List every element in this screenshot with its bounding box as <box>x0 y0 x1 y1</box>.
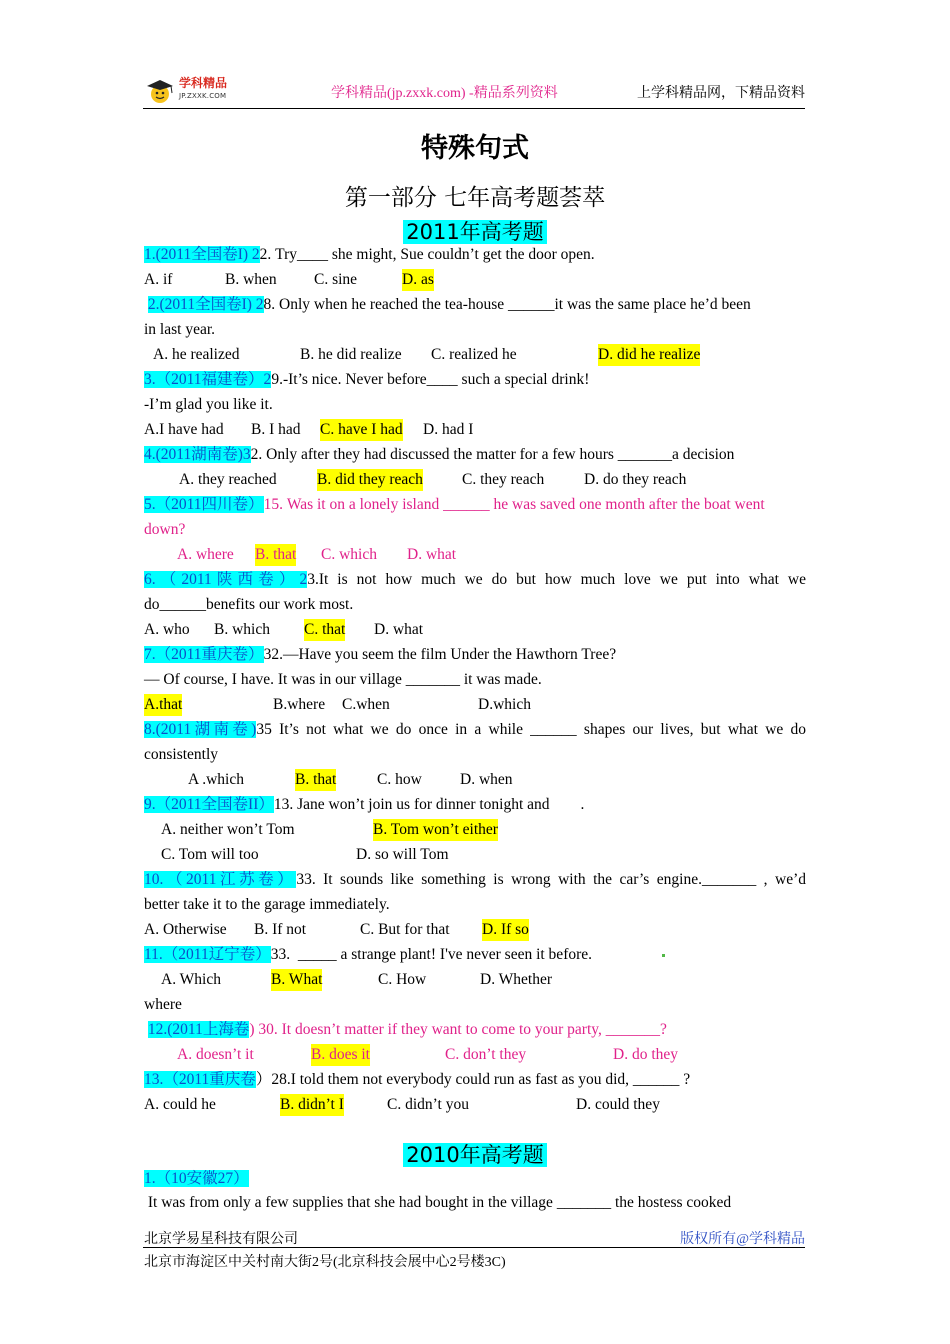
footer-copyright-link[interactable]: 版权所有@学科精品 <box>680 1232 805 1247</box>
question-3-reply: -I’m glad you like it. <box>144 396 273 413</box>
document-title: 特殊句式 <box>421 133 529 164</box>
question-8-stem-cont: consistently <box>144 746 219 763</box>
question-5-text: 15. Was it on a lonely island ______ he was saved one month after the boat went <box>263 496 765 513</box>
question-1-tag: 1.(2011全国卷I) 2 <box>144 246 260 263</box>
option-a: A. neither won’t Tom <box>161 821 295 838</box>
question-1-text: 2. Try____ she might, Sue couldn’t get the door open. <box>259 246 595 263</box>
option-c-answer: C. have I had <box>320 419 403 441</box>
header-slogan: 上学科精品网，下精品资料 <box>637 86 805 101</box>
section-heading-2011 <box>0 216 950 246</box>
footer-company: 北京学易星科技有限公司 <box>144 1232 298 1247</box>
option-a: A. doesn’t it <box>177 1046 254 1063</box>
question-4-tag: 4.(2011湖南卷)3 <box>144 446 251 463</box>
option-d: D. when <box>460 771 513 788</box>
section-heading-2010-text: 2010年高考题 <box>403 1143 546 1167</box>
option-c: C. How <box>378 971 427 988</box>
option-a-answer: A.that <box>144 694 182 716</box>
question-4-text: 2. Only after they had discussed the matter for a few hours _______a decision <box>250 446 735 463</box>
option-d: D. what <box>374 621 424 638</box>
option-b: B. which <box>214 621 270 638</box>
option-c: C.when <box>342 696 390 713</box>
question-11-text: 33. _____ a strange plant! I've never seen it before. <box>270 946 593 963</box>
question-2010-1-tag-line <box>144 1168 806 1190</box>
option-d: D.which <box>478 696 531 713</box>
question-8-stem <box>144 719 806 741</box>
question-2-stem-cont: in last year. <box>144 321 216 338</box>
question-13-stem <box>144 1069 806 1091</box>
question-12-text: ) 30. It doesn’t matter if they want to come to your party, _______? <box>249 1021 667 1038</box>
option-d: D. could they <box>576 1096 660 1113</box>
option-d-answer: D. If so <box>482 919 529 941</box>
option-a: A. who <box>144 621 190 638</box>
option-c: C. don’t they <box>445 1046 527 1063</box>
question-10-tag: 10.（2011江苏卷） <box>144 871 297 888</box>
question-7-reply: — Of course, I have. It was in our village _______ it was made. <box>144 671 542 688</box>
question-2-stem <box>144 294 806 316</box>
option-c: C. how <box>377 771 422 788</box>
question-6-text: 3.It is not how much we do but how much love we put into what we <box>307 571 806 588</box>
question-11-tag: 11.（2011辽宁卷） <box>144 946 271 963</box>
option-a: A .which <box>188 771 244 788</box>
logo-subtext: JP.ZXXK.COM <box>179 92 227 100</box>
question-3-tag: 3.（2011福建卷）2 <box>144 371 272 388</box>
option-b-answer: B. Tom won’t either <box>373 819 498 841</box>
question-5-stem <box>144 494 806 516</box>
question-2010-1-stem <box>144 1192 806 1214</box>
question-13-tag: 13.（2011重庆卷 <box>144 1071 256 1088</box>
option-d: D. so will Tom <box>356 846 449 863</box>
question-11-stem <box>144 944 806 966</box>
part-title: 第一部分 七年高考题荟萃 <box>344 185 606 211</box>
question-9-text: 13. Jane won’t join us for dinner tonight and . <box>273 796 585 813</box>
question-5-stem-cont: down? <box>144 521 186 538</box>
option-a: A. Otherwise <box>144 921 227 938</box>
option-d-answer: D. did he realize <box>598 344 700 366</box>
option-b: B.where <box>273 696 326 713</box>
question-2-tag: 2.(2011全国卷I) 2 <box>147 296 264 313</box>
option-a: A. if <box>144 271 173 288</box>
option-d: D. do they reach <box>584 471 687 488</box>
question-6-tag: 6.（2011陕西卷）2 <box>144 571 308 588</box>
option-d: D. do they <box>613 1046 679 1063</box>
question-12-stem <box>144 1019 806 1041</box>
option-a: A.I have had <box>144 421 224 438</box>
option-b-answer: B. that <box>295 769 336 791</box>
question-8-text: 35 It’s not what we do once in a while ______ shapes our lives, but what we do <box>256 721 807 738</box>
option-d: D. what <box>407 546 457 563</box>
question-9-stem <box>144 794 806 816</box>
question-5-tag: 5.（2011四川卷） <box>144 496 264 513</box>
question-2010-1-tag: 1.（10安徽27） <box>144 1170 249 1187</box>
question-2-text: 8. Only when he reached the tea-house ______it was the same place he’d been <box>263 296 751 313</box>
option-c-answer: C. that <box>304 619 345 641</box>
option-b-answer: B. What <box>271 969 322 991</box>
question-10-text: 33. It sounds like something is wrong with the car’s engine._______ , we’d <box>296 871 806 888</box>
option-b: B. I had <box>251 421 301 438</box>
option-d: D. had I <box>423 421 474 438</box>
option-b: B. when <box>225 271 277 288</box>
question-6-stem-cont: do______benefits our work most. <box>144 596 354 613</box>
question-7-text: 32.—Have you seem the film Under the Hawthorn Tree? <box>263 646 617 663</box>
question-7-tag: 7.（2011重庆卷） <box>144 646 264 663</box>
option-d: D. Whether <box>480 971 553 988</box>
option-b-answer: B. didn’t I <box>280 1094 344 1116</box>
stray-mark <box>662 954 665 957</box>
question-13-text: ）28.I told them not everybody could run as fast as you did, ______ ? <box>255 1071 691 1088</box>
option-b-answer: B. that <box>255 544 296 566</box>
option-c: C. they reach <box>462 471 545 488</box>
footer-divider <box>143 1247 805 1248</box>
graduation-cap-icon <box>145 78 175 104</box>
option-b-answer: B. did they reach <box>317 469 423 491</box>
option-a: A. where <box>177 546 234 563</box>
option-a: A. could he <box>144 1096 216 1113</box>
question-7-stem <box>144 644 806 666</box>
question-10-stem-cont: better take it to the garage immediately. <box>144 896 390 913</box>
option-c: C. didn’t you <box>387 1096 469 1113</box>
question-12-tag: 12.(2011上海卷 <box>147 1021 250 1038</box>
option-a: A. he realized <box>153 346 240 363</box>
option-b-answer: B. does it <box>311 1044 370 1066</box>
logo-text: 学科精品 <box>179 76 228 90</box>
page-header <box>143 72 805 109</box>
question-11-extra: where <box>144 996 182 1013</box>
option-b: B. he did realize <box>300 346 402 363</box>
question-8-tag: 8.(2011湖南卷) <box>144 721 257 738</box>
header-site-link[interactable]: 学科精品(jp.zxxk.com) -精品系列资料 <box>331 86 558 101</box>
option-d-answer: D. as <box>402 269 434 291</box>
question-2010-1-text: It was from only a few supplies that she had bought in the village _______ the hostess cooked <box>147 1194 732 1211</box>
footer-address: 北京市海淀区中关村南大街2号(北京科技会展中心2号楼3C) <box>144 1255 506 1270</box>
question-6-stem <box>144 569 806 591</box>
question-9-tag: 9.（2011全国卷II） <box>144 796 274 813</box>
option-c: C. realized he <box>431 346 517 363</box>
question-10-stem <box>144 869 806 891</box>
option-b: B. If not <box>254 921 307 938</box>
option-c: C. But for that <box>360 921 450 938</box>
question-3-stem <box>144 369 806 391</box>
option-c: C. sine <box>314 271 358 288</box>
question-3-text: 9.-It’s nice. Never before____ such a special drink! <box>271 371 590 388</box>
option-a: A. Which <box>161 971 221 988</box>
option-c: C. Tom will too <box>161 846 259 863</box>
question-4-stem <box>144 444 806 466</box>
site-logo[interactable] <box>143 74 239 106</box>
section-heading-2011-text: 2011年高考题 <box>403 220 546 244</box>
section-heading-2010 <box>0 1139 950 1169</box>
option-c: C. which <box>321 546 377 563</box>
option-a: A. they reached <box>179 471 277 488</box>
question-1-stem <box>144 244 806 266</box>
